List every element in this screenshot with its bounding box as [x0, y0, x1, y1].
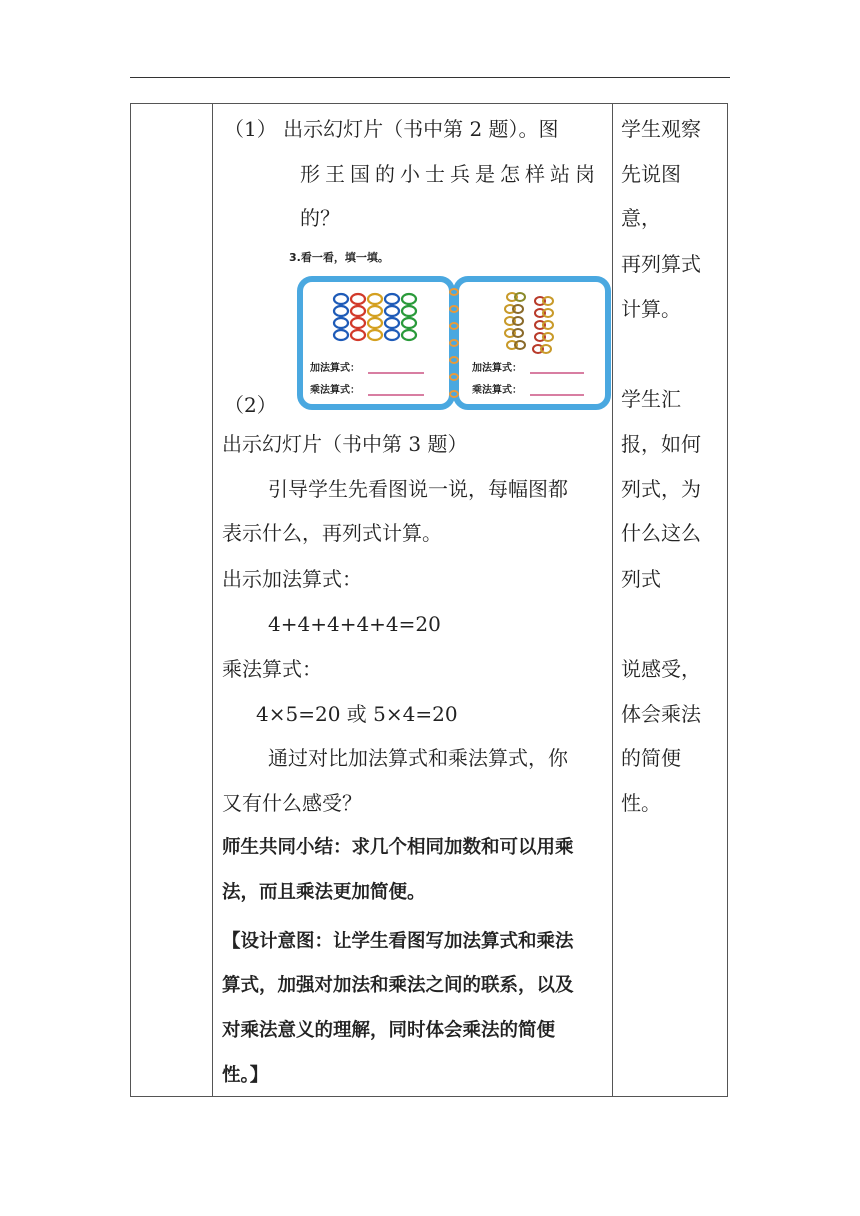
guide-line2: 表示什么，再列式计算。 [222, 521, 442, 545]
student-activity-line1: 学生观察 [621, 117, 701, 141]
design-intent-line3: 对乘法意义的理解，同时体会乘法的简便 [222, 1020, 556, 1041]
multiplication-expression: 4×5=20 或 5×4=20 [256, 702, 458, 726]
student-activity-line13: 的简便 [621, 746, 681, 770]
compare-line2: 又有什么感受？ [222, 791, 362, 815]
illustration-heading: 3.看一看，填一填。 [289, 251, 389, 264]
guide-line1: 引导学生先看图说一说，每幅图都 [268, 477, 568, 501]
student-activity-line4: 再列算式 [621, 252, 701, 276]
summary-line1: 师生共同小结：求几个相同加数和可以用乘 [222, 837, 574, 858]
student-activity-line11: 说感受， [621, 657, 701, 681]
student-activity-line2: 先说图 [621, 162, 681, 186]
step1-line2: 形王国的小士兵是怎样站岗 [300, 162, 600, 186]
student-activity-line14: 性。 [621, 791, 661, 815]
compare-line1: 通过对比加法算式和乘法算式，你 [268, 746, 568, 770]
summary-line2: 法，而且乘法更加简便。 [222, 882, 426, 903]
step2-label: （2） [224, 393, 277, 417]
student-activity-line12: 体会乘法 [621, 702, 701, 726]
multiplication-label: 乘法算式： [222, 657, 322, 681]
student-activity-line6: 学生汇 [621, 387, 681, 411]
right-mul-label: 乘法算式： [472, 385, 522, 396]
left-mul-label: 乘法算式： [310, 385, 360, 396]
student-activity-line10: 列式 [621, 567, 661, 591]
addition-label: 出示加法算式： [222, 567, 362, 591]
design-intent-line2: 算式，加强对加法和乘法之间的联系，以及 [222, 975, 574, 996]
step1-line3: 的？ [300, 206, 340, 230]
student-activity-line5: 计算。 [621, 297, 681, 321]
student-activity-line7: 报，如何 [621, 432, 701, 456]
left-add-label: 加法算式： [310, 363, 360, 374]
page-header-rule [130, 77, 730, 78]
step1-line1: （1） 出示幻灯片（书中第 2 题）。图 [224, 117, 559, 141]
column-divider-left [212, 104, 213, 1096]
textbook-illustration [284, 247, 614, 415]
design-intent-line4: 性。】 [222, 1065, 269, 1086]
student-activity-line8: 列式，为 [621, 477, 701, 501]
step2-line1: 出示幻灯片（书中第 3 题） [222, 432, 468, 456]
addition-expression: 4+4+4+4+4=20 [268, 612, 441, 636]
design-intent-line1: 【设计意图：让学生看图写加法算式和乘法 [222, 931, 574, 952]
student-activity-line9: 什么这么 [621, 521, 701, 545]
right-add-label: 加法算式： [472, 363, 522, 374]
student-activity-line3: 意， [621, 206, 661, 230]
